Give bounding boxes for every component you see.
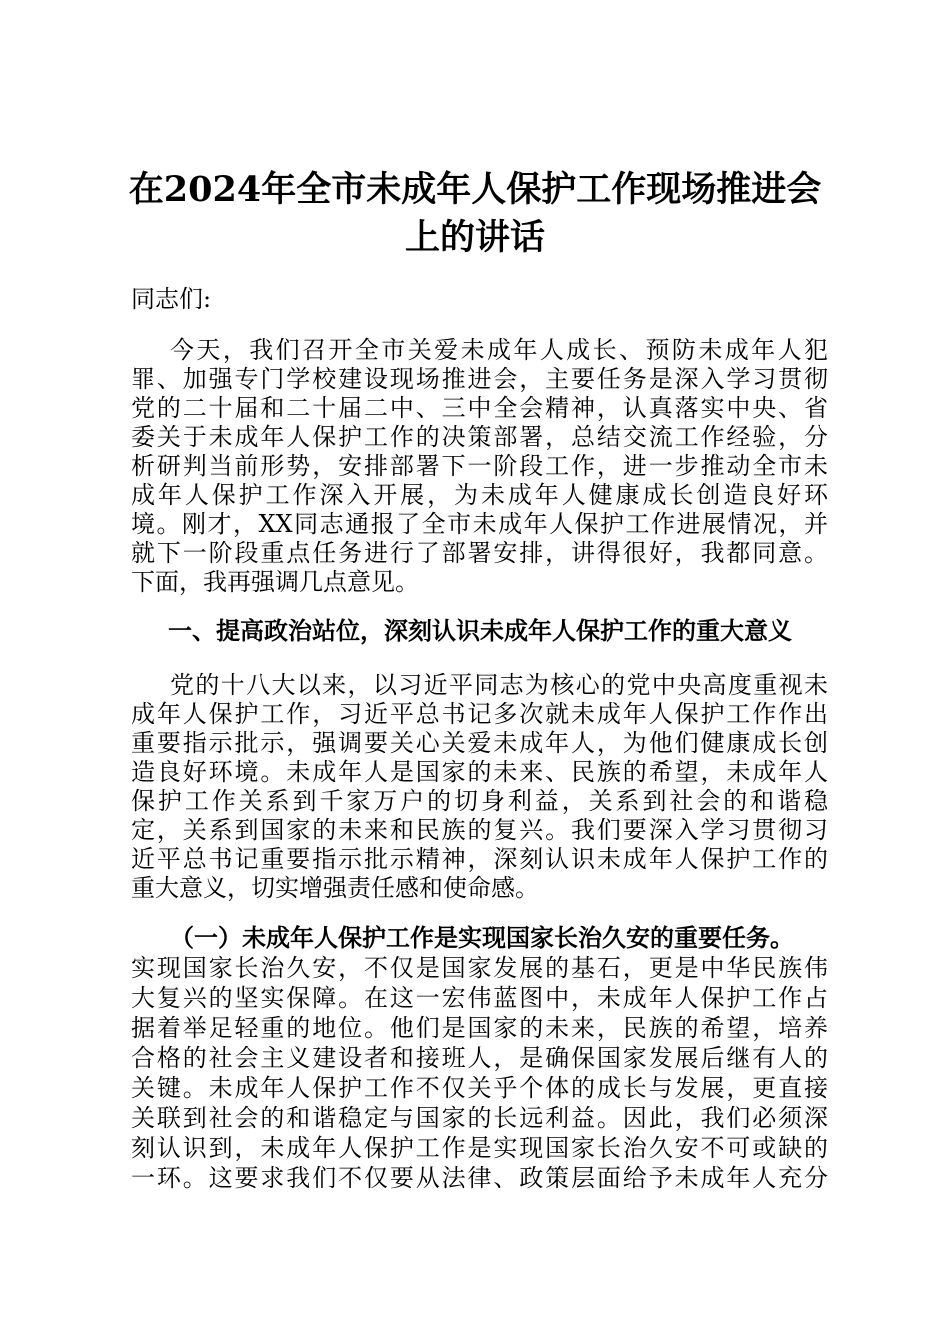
paragraph-line: 关键。未成年人保护工作不仅关乎个体的成长与发展，更直接 xyxy=(131,1074,828,1102)
paragraph-line: 析研判当前形势，安排部署下一阶段工作，进一步推动全市未 xyxy=(131,452,828,480)
paragraph-line: 党的二十届和二十届二中、三中全会精神，认真落实中央、省 xyxy=(131,394,828,422)
paragraph-line: 重大意义，切实增强责任感和使命感。 xyxy=(131,874,539,902)
paragraph-line: 定，关系到国家的未来和民族的复兴。我们要深入学习贯彻习 xyxy=(131,816,828,844)
paragraph-line: 近平总书记重要指示批示精神，深刻认识未成年人保护工作的 xyxy=(131,845,828,873)
paragraph-line: 境。刚才，XX同志通报了全市未成年人保护工作进展情况，并 xyxy=(131,510,828,538)
paragraph-line: 保护工作关系到千家万户的切身利益，关系到社会的和谐稳 xyxy=(131,787,828,815)
subsection-heading: （一）未成年人保护工作是实现国家长治久安的重要任务。 xyxy=(170,924,794,952)
title-line-2: 上的讲话 xyxy=(404,217,545,258)
paragraph-line: 刻认识到，未成年人保护工作是实现国家长治久安不可或缺的 xyxy=(131,1134,828,1162)
paragraph-line: 大复兴的坚实保障。在这一宏伟蓝图中，未成年人保护工作占 xyxy=(131,984,828,1012)
paragraph-line: 今天，我们召开全市关爱未成年人成长、预防未成年人犯 xyxy=(170,336,828,364)
paragraph-line: 罪、加强专门学校建设现场推进会，主要任务是深入学习贯彻 xyxy=(131,365,828,393)
paragraph-line: 重要指示批示，强调要关心关爱未成年人，为他们健康成长创 xyxy=(131,729,828,757)
paragraph-line: 党的十八大以来，以习近平同志为核心的党中央高度重视未 xyxy=(170,671,828,699)
paragraph-line: 委关于未成年人保护工作的决策部署，总结交流工作经验，分 xyxy=(131,423,828,451)
title-line-1: 在2024年全市未成年人保护工作现场推进会 xyxy=(128,169,822,210)
paragraph-line: 就下一阶段重点任务进行了部署安排，讲得很好，我都同意。 xyxy=(131,539,828,567)
paragraph-line: 实现国家长治久安，不仅是国家发展的基石，更是中华民族伟 xyxy=(131,954,828,982)
paragraph-line: 据着举足轻重的地位。他们是国家的未来，民族的希望，培养 xyxy=(131,1014,828,1042)
paragraph-line: 下面，我再强调几点意见。 xyxy=(131,568,419,596)
section-heading: 一、提高政治站位，深刻认识未成年人保护工作的重大意义 xyxy=(168,617,792,645)
paragraph-line: 成年人保护工作深入开展，为未成年人健康成长创造良好环 xyxy=(131,481,828,509)
paragraph-line: 合格的社会主义建设者和接班人，是确保国家发展后继有人的 xyxy=(131,1044,828,1072)
paragraph-line: 关联到社会的和谐稳定与国家的长远利益。因此，我们必须深 xyxy=(131,1104,828,1132)
paragraph-line: 成年人保护工作，习近平总书记多次就未成年人保护工作作出 xyxy=(131,700,828,728)
salutation: 同志们: xyxy=(131,285,212,313)
paragraph-line: 造良好环境。未成年人是国家的未来、民族的希望，未成年人 xyxy=(131,758,828,786)
paragraph-line: 一环。这要求我们不仅要从法律、政策层面给予未成年人充分 xyxy=(131,1164,828,1192)
